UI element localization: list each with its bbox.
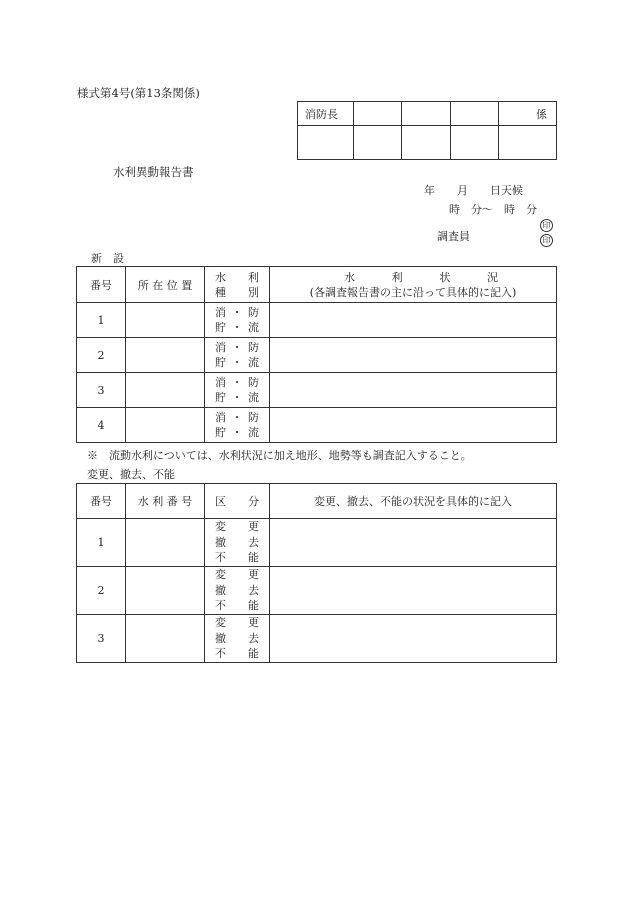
category-char: 能: [248, 647, 259, 661]
table-row: [77, 408, 557, 443]
category-char: 去: [248, 535, 259, 549]
category-char: 不: [215, 647, 226, 661]
type-char: 貯: [215, 426, 226, 439]
type-char: 貯: [215, 391, 226, 404]
type-char: ・: [231, 376, 243, 389]
row-number: 2: [77, 338, 126, 373]
approval-table: [297, 101, 557, 160]
approval-cell: [354, 102, 402, 126]
header-type-char: 利: [248, 270, 259, 284]
location-cell: [126, 408, 205, 443]
header-location: 所 在 位 置: [126, 267, 205, 303]
approval-stamp-cell: [498, 126, 556, 160]
header-category-char: 分: [248, 494, 259, 508]
category-char: 能: [248, 551, 259, 565]
row-number: 3: [77, 615, 126, 663]
type-char: 防: [248, 376, 259, 389]
date-line: 年 月 日天候: [424, 184, 523, 197]
approval-stamp-cell: [402, 126, 450, 160]
table-row: [77, 519, 557, 567]
approval-stamp-cell: [450, 126, 498, 160]
type-cell: [205, 303, 270, 338]
type-char: ・: [231, 321, 243, 334]
header-status-char: 利: [391, 270, 403, 284]
header-water-number: 水 利 番 号: [126, 484, 205, 519]
category-char: 去: [248, 631, 259, 645]
type-char: ・: [231, 411, 243, 424]
type-char: 流: [248, 391, 259, 404]
row-number: 2: [77, 567, 126, 615]
location-cell: [126, 373, 205, 408]
header-status-note: (各調査報告書の主に沿って具体的に記入): [309, 285, 517, 299]
row-number: 4: [77, 408, 126, 443]
water-number-cell: [126, 567, 205, 615]
type-char: 流: [248, 426, 259, 439]
header-category: [205, 484, 270, 519]
seal-mark-2: 印: [540, 234, 553, 247]
header-water-status: [270, 267, 557, 303]
status-cell: [270, 338, 557, 373]
table-row: [77, 303, 557, 338]
table-row: [77, 373, 557, 408]
header-type-char: 別: [248, 285, 259, 299]
category-char: 更: [248, 616, 259, 630]
new-section-heading: 新 設: [91, 252, 124, 265]
category-char: 不: [215, 599, 226, 613]
status-cell: [270, 303, 557, 338]
row-number: 1: [77, 303, 126, 338]
location-cell: [126, 338, 205, 373]
type-char: 防: [248, 306, 259, 319]
table-row: [77, 567, 557, 615]
change-section-heading: 変更、撤去、不能: [87, 468, 175, 481]
type-char: ・: [231, 341, 243, 354]
type-char: 消: [215, 341, 226, 354]
header-type-char: 種: [215, 285, 226, 299]
detail-cell: [270, 615, 557, 663]
approval-stamp-cell: [298, 126, 354, 160]
type-char: ・: [231, 306, 243, 319]
header-status-char: 水: [344, 270, 355, 284]
header-change-detail: 変更、撤去、不能の状況を具体的に記入: [270, 484, 557, 519]
detail-cell: [270, 519, 557, 567]
row-number: 3: [77, 373, 126, 408]
type-char: 流: [248, 356, 259, 369]
type-char: 防: [248, 411, 259, 424]
type-char: ・: [231, 391, 243, 404]
type-char: 消: [215, 306, 226, 319]
time-line: 時 分～ 時 分: [449, 203, 537, 216]
header-number: 番号: [77, 484, 126, 519]
type-char: 貯: [215, 321, 226, 334]
category-char: 更: [248, 520, 259, 534]
approval-stamp-cell: [354, 126, 402, 160]
seal-mark-1: 印: [540, 219, 553, 232]
approval-clerk-label: 係: [498, 102, 556, 126]
header-type-char: 水: [215, 270, 226, 284]
header-number: 番号: [77, 267, 126, 303]
category-char: 変: [215, 568, 226, 582]
approval-cell: [402, 102, 450, 126]
water-number-cell: [126, 615, 205, 663]
category-char: 去: [248, 583, 259, 597]
header-category-char: 区: [215, 494, 226, 508]
type-char: 貯: [215, 356, 226, 369]
category-char: 変: [215, 520, 226, 534]
table-row: [77, 615, 557, 663]
category-cell: [205, 519, 270, 567]
status-cell: [270, 408, 557, 443]
new-section-note: ※ 流動水利については、水利状況に加え地形、地勢等も調査記入すること。: [87, 449, 472, 462]
header-status-char: 状: [439, 270, 451, 284]
type-char: ・: [231, 356, 243, 369]
detail-cell: [270, 567, 557, 615]
type-char: 消: [215, 376, 226, 389]
header-status-char: 況: [486, 270, 498, 284]
category-char: 撤: [215, 631, 226, 645]
approval-cell: [450, 102, 498, 126]
type-char: 消: [215, 411, 226, 424]
type-cell: [205, 408, 270, 443]
location-cell: [126, 303, 205, 338]
category-char: 変: [215, 616, 226, 630]
inspector-label: 調査員: [437, 230, 470, 243]
form-label: 様式第4号(第13条関係): [77, 86, 200, 100]
water-number-cell: [126, 519, 205, 567]
category-char: 撤: [215, 583, 226, 597]
document-title: 水利異動報告書: [113, 165, 194, 179]
category-cell: [205, 615, 270, 663]
category-char: 能: [248, 599, 259, 613]
type-char: 防: [248, 341, 259, 354]
approval-chief-label: 消防長: [298, 102, 354, 126]
category-char: 不: [215, 551, 226, 565]
category-char: 撤: [215, 535, 226, 549]
type-char: 流: [248, 321, 259, 334]
type-char: ・: [231, 426, 243, 439]
type-cell: [205, 338, 270, 373]
status-cell: [270, 373, 557, 408]
change-table: [76, 483, 557, 663]
header-water-type: [205, 267, 270, 303]
row-number: 1: [77, 519, 126, 567]
type-cell: [205, 373, 270, 408]
category-cell: [205, 567, 270, 615]
category-char: 更: [248, 568, 259, 582]
new-water-table: [76, 266, 557, 443]
table-row: [77, 338, 557, 373]
